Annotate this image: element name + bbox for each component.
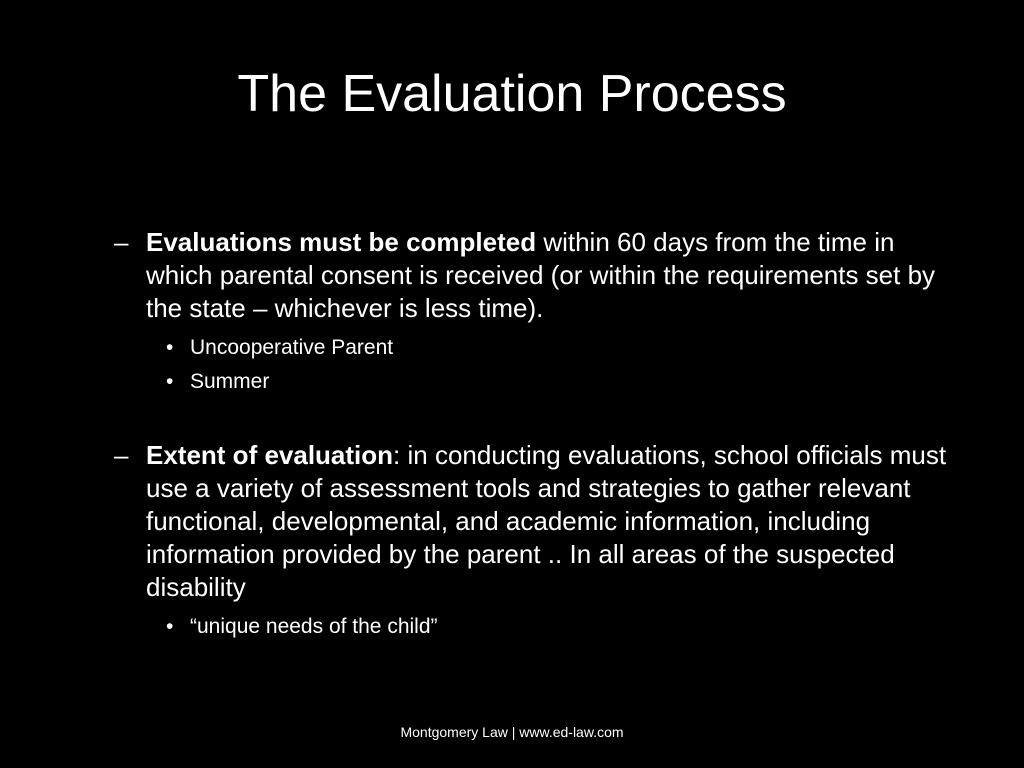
- dash-marker: –: [114, 227, 129, 257]
- slide-content: [110, 226, 960, 644]
- bullet-text: within 60 days from the time in which parental consent is received (or within the requirements set by the state – whichever is less time).: [146, 227, 936, 323]
- bullet-dot: •: [166, 336, 174, 359]
- slide-title: The Evaluation Process: [237, 65, 787, 123]
- spacer: [110, 399, 960, 439]
- slide-footer: Montgomery Law | www.ed-law.com: [400, 724, 624, 740]
- sub-bullet-item: [146, 331, 960, 365]
- sub-bullet-text: “unique needs of the child”: [190, 615, 438, 638]
- sub-bullet-item: [146, 365, 960, 399]
- sub-bullet-item: [146, 610, 960, 644]
- dash-marker: –: [114, 440, 129, 470]
- sub-list: [146, 331, 960, 399]
- sub-bullet-text: Uncooperative Parent: [190, 336, 394, 359]
- bullet-dot: •: [166, 370, 174, 393]
- bullet-text: : in conducting evaluations, school officials must use a variety of assessment tools and strategies to gather relevant functional, developmental, and academic information, including information provided by the parent .. In all areas of the suspected disability: [146, 440, 947, 602]
- bullet-bold-lead: Extent of evaluation: [146, 440, 394, 470]
- sub-list: [146, 610, 960, 644]
- bullet-item-extent-of-evaluation: [110, 439, 960, 644]
- bullet-item-evaluations-deadline: [110, 226, 960, 399]
- sub-bullet-text: Summer: [190, 370, 270, 393]
- bullet-dot: •: [166, 615, 174, 638]
- bullet-bold-lead: Evaluations must be completed: [146, 227, 537, 257]
